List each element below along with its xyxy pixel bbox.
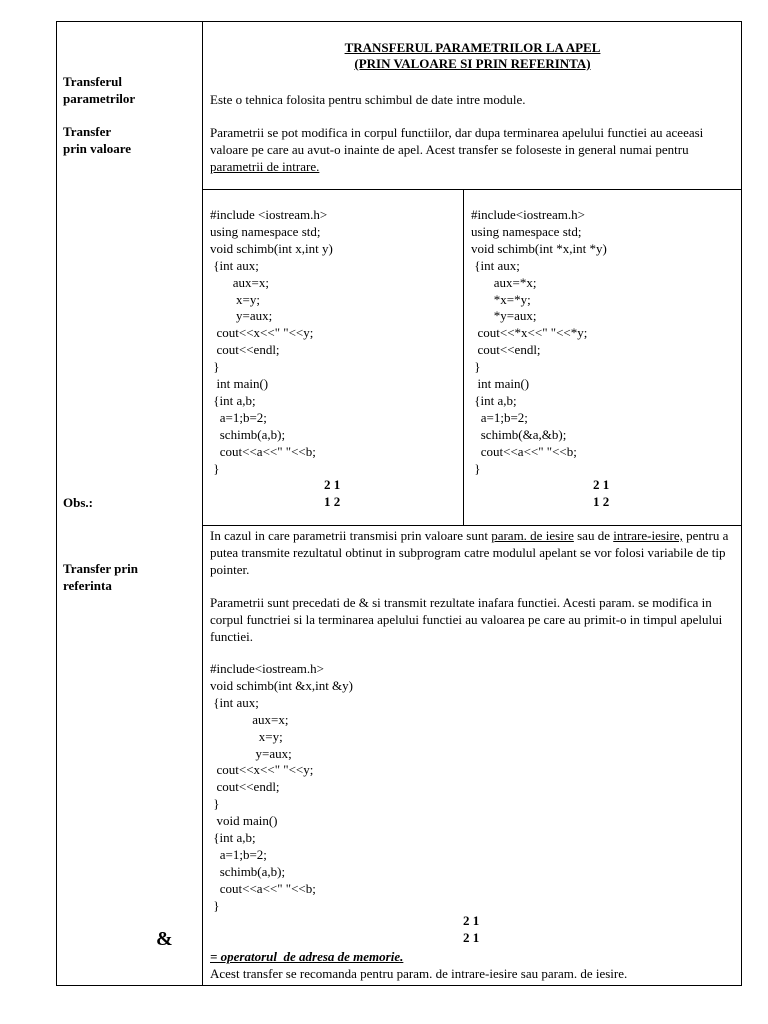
transfer-valoare-paragraph: Parametrii se pot modifica in corpul functiilor, dar dupa terminarea apelului functiei au aceeasi valoare pe care au avut-o inainte de apel. Acest transfer se foloseste in general numai pentru parametrii de intrare. [210,125,704,174]
code-column-divider [463,189,464,526]
parametrii-intrare-link: parametrii de intrare. [210,159,320,174]
row-divider-bottom [202,525,742,526]
output-left: 2 1 1 2 [324,477,341,509]
page-title: TRANSFERUL PARAMETRILOR LA APEL [344,40,601,55]
operator-note: = operatorul de adresa de memorie. [210,949,404,964]
output-referinta: 2 1 2 1 [463,913,480,945]
recommendation-text: Acest transfer se recomanda pentru param. de intrare-iesire sau param. de iesire. [210,966,628,981]
page-subtitle: (PRIN VALOARE SI PRIN REFERINTA) [354,56,591,71]
ampersand-symbol: & [156,928,173,950]
code-block-left: #include <iostream.h> using namespace std; void schimb(int x,int y) {int aux; aux=x; x=y; y=aux; cout<<x<<" "<<y; cout<<endl; } int main() {int a,b; a=1;b=2; schimb(a,b); cout<<a<<" "<<b; } [210,207,333,476]
label-transferul-parametrilor: Transferul parametrilor [63,74,136,106]
referinta-paragraph-1: In cazul in care parametrii transmisi prin valoare sunt param. de iesire sau de intrare-iesire, pentru a putea transmite rezultatul obtinut in subprogram catre modulul apelant se vor folosi variabile de tip pointer. [210,528,729,577]
referinta-paragraph-2: Parametrii sunt precedati de & si transmit rezultate inafara functiei. Acesti param. se modifica in corpul functriei si la terminarea apelului functiei au valoarea pe care au primit-o in timpul apelului functiei. [210,595,723,644]
code-block-right: #include<iostream.h> using namespace std; void schimb(int *x,int *y) {int aux; aux=*x; *x=*y; *y=aux; cout<<*x<<" "<<*y; cout<<endl; } int main() {int a,b; a=1;b=2; schimb(&a,&b); cout<<a<<" "<<b; } [471,207,607,476]
output-right: 2 1 1 2 [593,477,610,509]
row-divider-top [202,189,742,190]
intrare-iesire-link: intrare-iesire, [613,528,683,543]
code-block-referinta: #include<iostream.h> void schimb(int &x,int &y) {int aux; aux=x; x=y; y=aux; cout<<x<<" "<<y; cout<<endl; } void main() {int a,b; a=1;b=2; schimb(a,b); cout<<a<<" "<<b; } [210,661,353,913]
label-column-divider [202,21,203,986]
definition-paragraph: Este o tehnica folosita pentru schimbul de date intre module. [210,92,526,107]
label-obs: Obs.: [63,495,93,510]
label-transfer-prin-referinta: Transfer prin referinta [63,561,138,593]
param-iesire-link: param. de iesire [491,528,574,543]
label-transfer-prin-valoare: Transfer prin valoare [63,124,132,156]
